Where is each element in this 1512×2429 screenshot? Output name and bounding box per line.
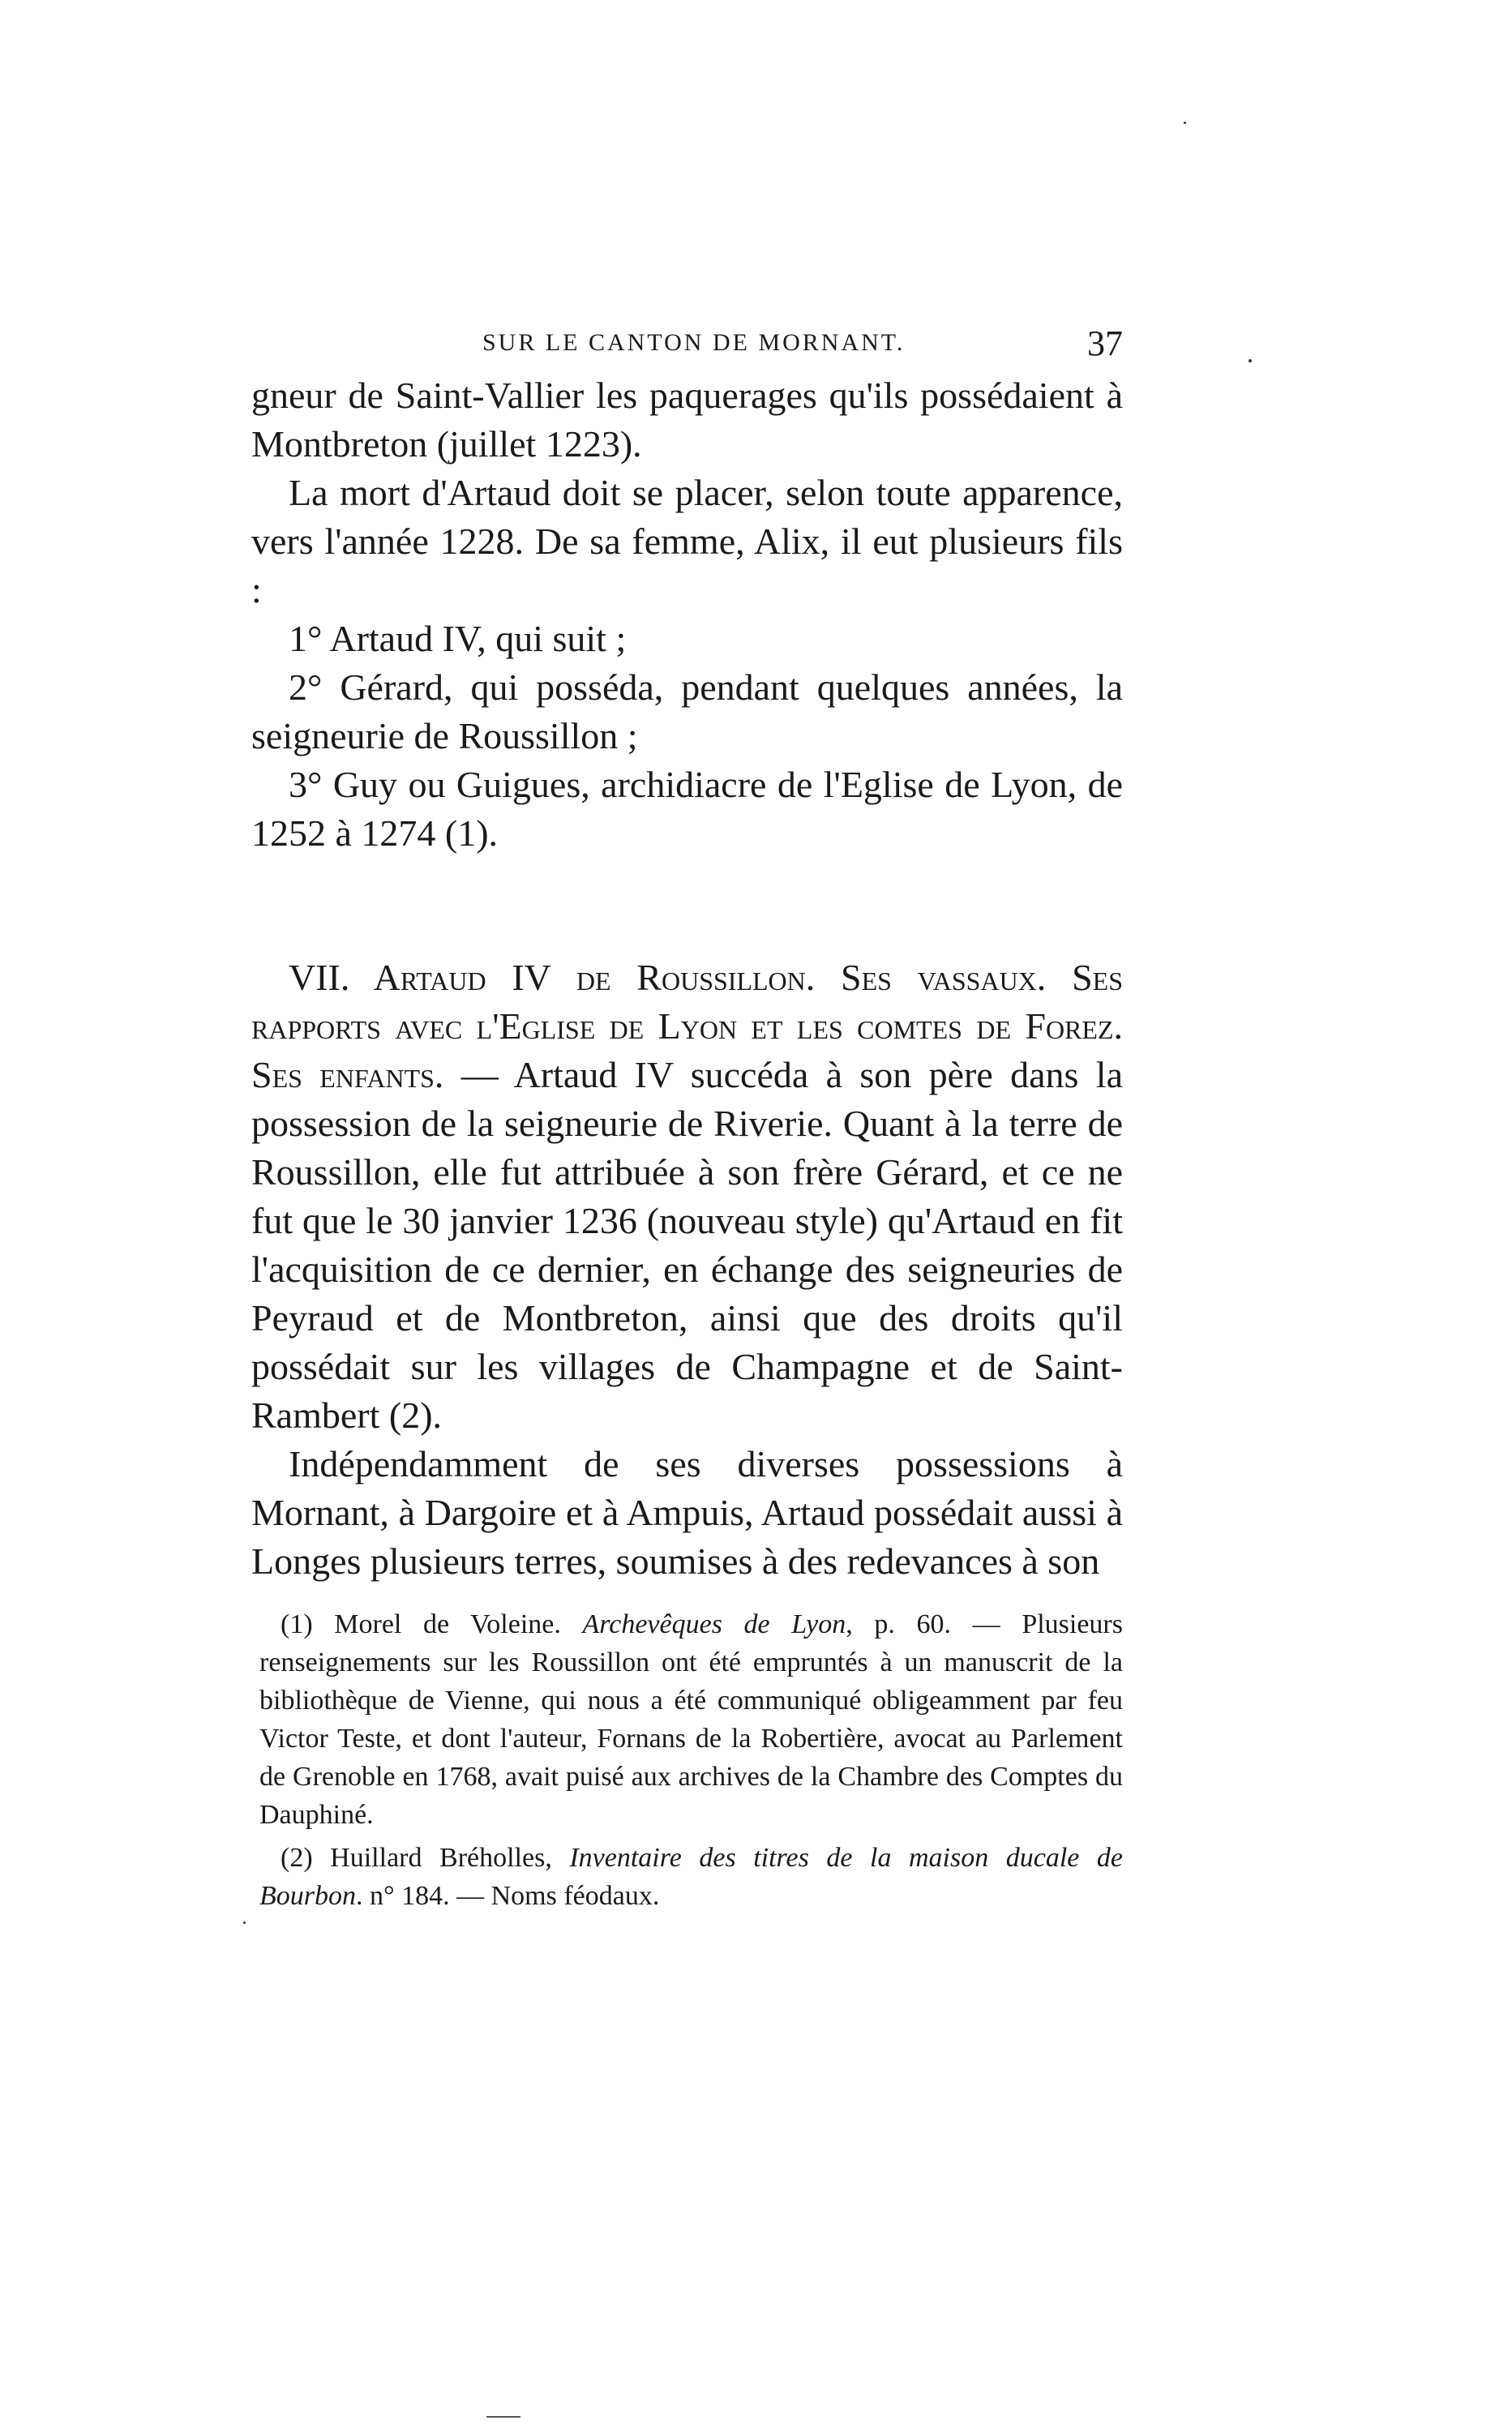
print-speck (1249, 359, 1252, 362)
footnote-2-author: (2) Huillard Bréholles, (281, 1843, 570, 1873)
footnote-2-text: . n° 184. — Noms féodaux. (356, 1881, 660, 1911)
paragraph-possessions: Indépendamment de ses diverses possessions à Mornant, à Dargoire et à Ampuis, Artaud possédait aussi à Longes plusieurs terres, soumises à des redevances à son (251, 1443, 1123, 1582)
footnotes (259, 1605, 1123, 1920)
section-spacer (251, 858, 1123, 953)
list-item-son-2: 2° Gérard, qui posséda, pendant quelques années, la seigneurie de Roussillon ; (251, 666, 1123, 756)
footnote-1-title: Archevêques de Lyon (582, 1609, 846, 1639)
section-vii-paragraph (251, 953, 1123, 1440)
footnote-2 (259, 1839, 1123, 1915)
page-header (251, 323, 1123, 371)
section-heading: VII. Artaud IV de Roussillon. Ses vassaux. Ses rapports avec l'Eglise de Lyon et les comtes de Forez. Ses enfants. (251, 957, 1123, 1095)
section-text: Artaud IV succéda à son père dans la possession de la seigneurie de Riverie. Quant à la terre de Roussillon, elle fut attribuée à son frère Gérard, et ce ne fut que le 30 janvier 1236 (nouveau style) qu'Artaud en fit l'acquisition de ce dernier, en échange des seigneuries de Peyraud et de Montbreton, ainsi que des droits qu'il possédait sur les villages de Champagne et de Saint-Rambert (2). (251, 1054, 1123, 1436)
footnote-1-author: (1) Morel de Voleine. (281, 1609, 583, 1639)
footnote-1 (259, 1605, 1123, 1834)
page-number: 37 (1087, 323, 1123, 363)
list-item-son-3: 3° Guy ou Guigues, archidiacre de l'Eglise de Lyon, de 1252 à 1274 (1). (251, 764, 1123, 854)
print-speck (1184, 122, 1186, 124)
paragraph-continuation: gneur de Saint-Vallier les paquerages qu'ils possédaient à Montbreton (juillet 1223). (251, 375, 1123, 465)
footnote-2-title: Inventaire des titres de la maison ducale de Bourbon (259, 1843, 1123, 1911)
footnote-1-text: , p. 60. — Plusieurs renseignements sur les Roussillon ont été empruntés à un manuscrit de la bibliothèque de Vienne, qui nous a été communiqué obligeamment par feu Victor Teste, et dont l'auteur, Fornans de la Robertière, avocat au Parlement de Grenoble en 1768, avait puisé aux archives de la Chambre des Comptes du Dauphiné. (259, 1609, 1123, 1830)
running-title: SUR LE CANTON DE MORNANT. (482, 329, 906, 356)
section-dash: — (443, 1054, 514, 1095)
print-speck (243, 1921, 246, 1924)
body-text (251, 371, 1123, 1586)
list-item-son-1: 1° Artaud IV, qui suit ; (289, 618, 627, 659)
paragraph-death-of-artaud: La mort d'Artaud doit se placer, selon toute apparence, vers l'année 1228. De sa femme, Alix, il eut plusieurs fils : (251, 472, 1123, 610)
bottom-rule (486, 2416, 520, 2418)
